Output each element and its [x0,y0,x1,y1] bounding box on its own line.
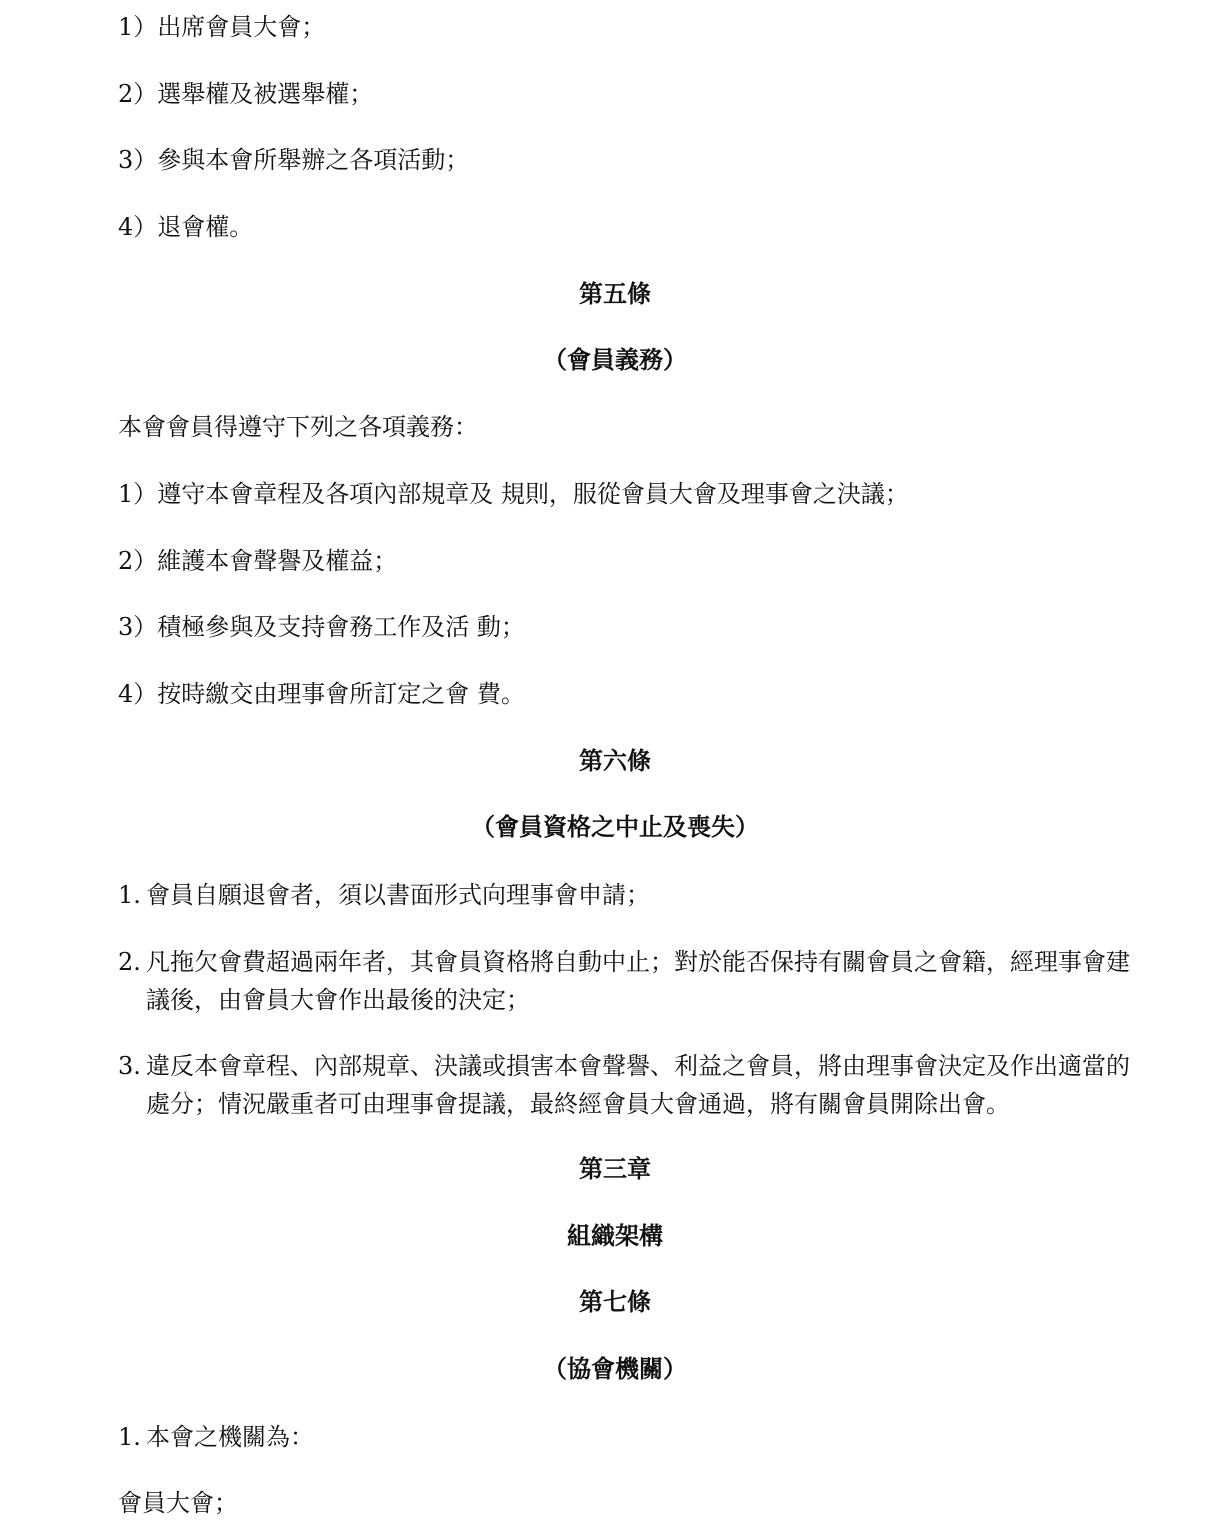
article-5-title: 第五條 [579,279,651,308]
article-6-subtitle: （會員資格之中止及喪失） [471,812,759,841]
rights-item-3: 3）參與本會所舉辦之各項活動； [118,146,470,174]
article-5-intro: 本會會員得遵守下列之各項義務： [118,413,478,441]
membership-item-1 [118,876,1130,914]
rights-item-4: 4）退會權。 [118,213,254,241]
rights-item-1: 1）出席會員大會； [118,13,326,41]
chapter-3-name: 組織架構 [567,1221,663,1250]
article-7-subtitle: （協會機關） [543,1354,687,1383]
organs-item-1-text: 本會之機關為： [146,1423,314,1451]
duty-item-4: 4）按時繳交由理事會所訂定之會 費。 [118,680,525,708]
duty-item-2: 2）維護本會聲譽及權益； [118,547,398,575]
rights-item-2: 2）選舉權及被選舉權； [118,80,374,108]
organs-item-1-number: 1. [118,1423,141,1451]
membership-item-2-text: 凡拖欠會費超過兩年者，其會員資格將自動中止；對於能否保持有關會員之會籍，經理事會建議後，由會員大會作出最後的決定； [146,948,1130,1014]
membership-item-3 [118,1047,1130,1123]
organ-general-assembly: 會員大會； [118,1489,238,1517]
article-7-title: 第七條 [579,1287,651,1316]
membership-item-3-number: 3. [118,1052,141,1080]
membership-item-2-number: 2. [118,948,141,976]
chapter-3-title: 第三章 [579,1154,651,1183]
duty-item-3: 3）積極參與及支持會務工作及活 動； [118,613,525,641]
article-5-subtitle: （會員義務） [543,345,687,374]
organs-item-1 [118,1418,1130,1456]
membership-item-1-text: 會員自願退會者，須以書面形式向理事會申請； [146,881,650,909]
membership-item-2 [118,943,1130,1019]
membership-item-3-text: 違反本會章程、內部規章、決議或損害本會聲譽、利益之會員，將由理事會決定及作出適當的處分；情況嚴重者可由理事會提議，最終經會員大會通過，將有關會員開除出會。 [146,1052,1130,1118]
membership-item-1-number: 1. [118,881,141,909]
article-6-title: 第六條 [579,746,651,775]
duty-item-1: 1）遵守本會章程及各項內部規章及 規則，服從會員大會及理事會之決議； [118,480,909,508]
